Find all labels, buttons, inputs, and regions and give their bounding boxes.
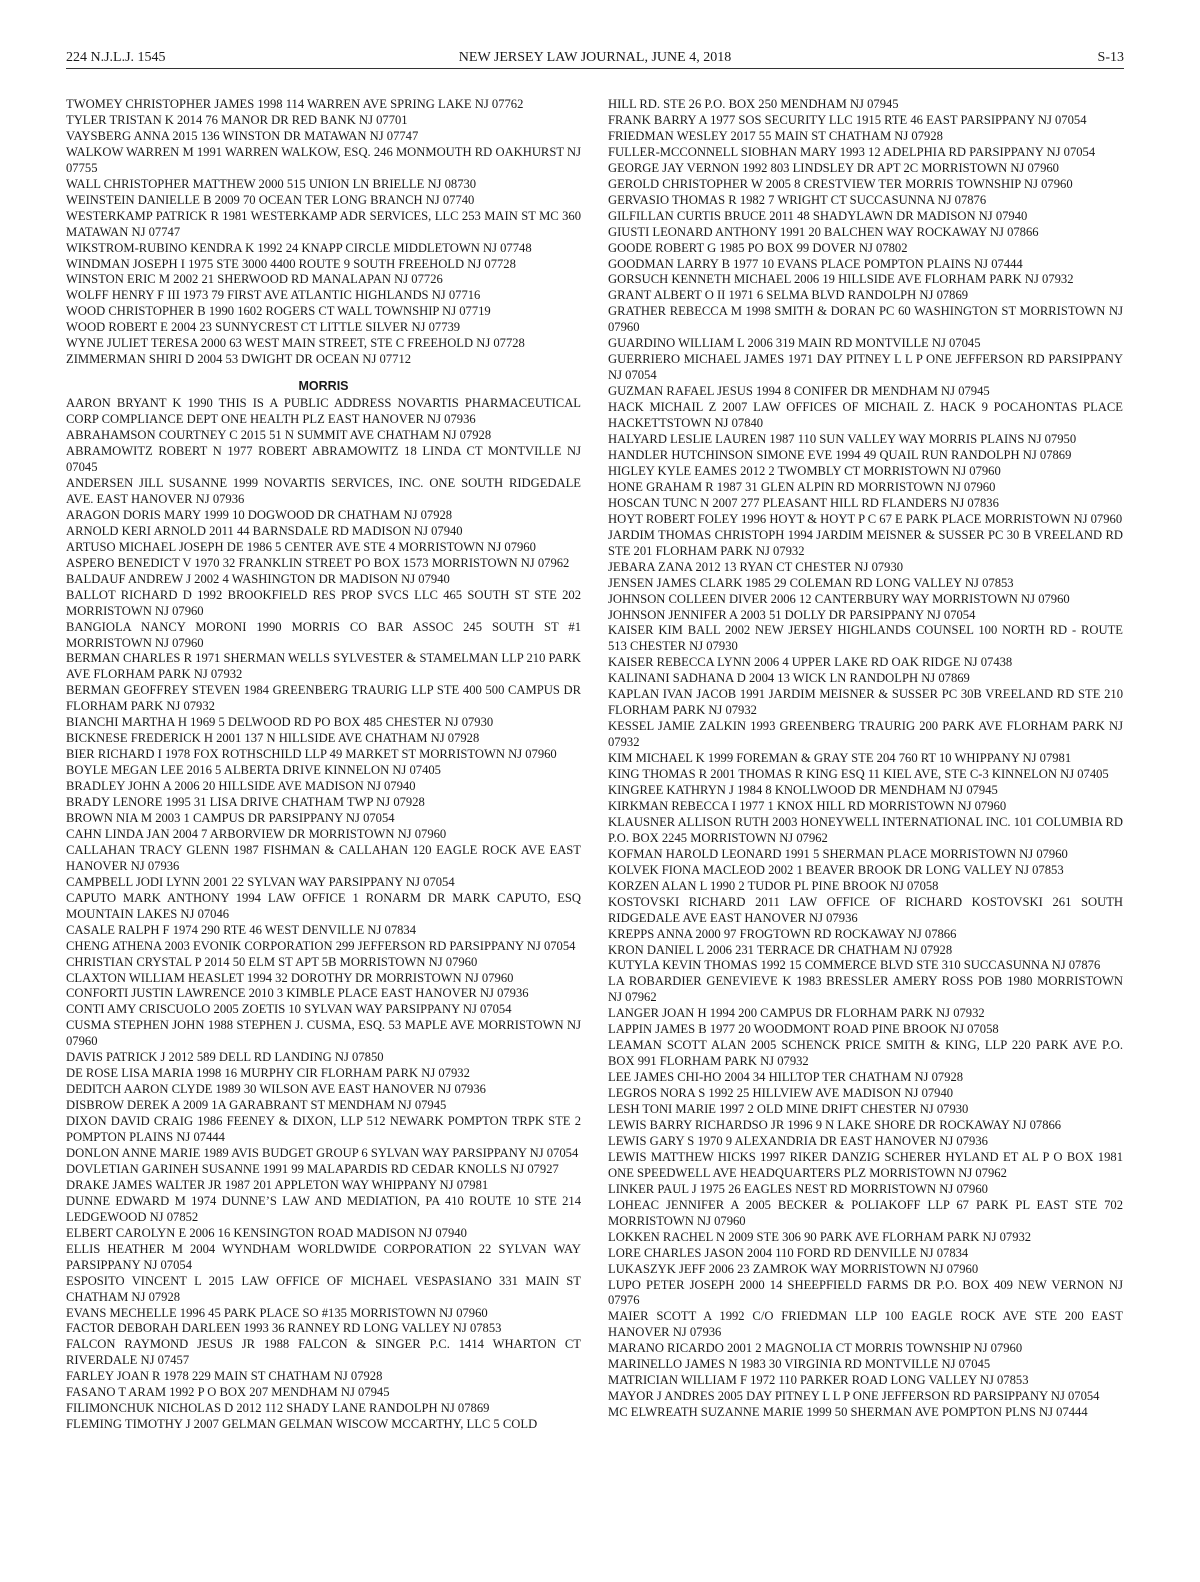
attorney-entry: CHRISTIAN CRYSTAL P 2014 50 ELM ST APT 5B MORRISTOWN NJ 07960 (66, 954, 478, 969)
attorney-entry: HOSCAN TUNC N 2007 277 PLEASANT HILL RD FLANDERS NJ 07836 (608, 495, 999, 510)
attorney-entry: WOOD CHRISTOPHER B 1990 1602 ROGERS CT WALL TOWNSHIP NJ 07719 (66, 304, 491, 319)
attorney-entry: KAPLAN IVAN JACOB 1991 JARDIM MEISNER & SUSSER PC 30B VREELAND RD STE 210 FLORHAM PARK NJ 07932 (608, 687, 1123, 718)
attorney-entry: GORSUCH KENNETH MICHAEL 2006 19 HILLSIDE AVE FLORHAM PARK NJ 07932 (608, 272, 1074, 287)
attorney-entry: KING THOMAS R 2001 THOMAS R KING ESQ 11 KIEL AVE, STE C-3 KINNELON NJ 07405 (608, 767, 1109, 782)
listing-group-monmouth (66, 97, 581, 368)
attorney-entry: LEE JAMES CHI-HO 2004 34 HILLTOP TER CHATHAM NJ 07928 (608, 1070, 964, 1085)
attorney-entry: DONLON ANNE MARIE 1989 AVIS BUDGET GROUP 6 SYLVAN WAY PARSIPPANY NJ 07054 (66, 1146, 579, 1160)
attorney-entry: LEWIS MATTHEW HICKS 1997 RIKER DANZIG SCHERER HYLAND ET AL P O BOX 1981 ONE SPEEDWELL AVE HEADQUARTERS PLZ MORRISTOWN NJ 07962 (608, 1149, 1123, 1180)
attorney-entry: FRIEDMAN WESLEY 2017 55 MAIN ST CHATHAM NJ 07928 (608, 128, 943, 143)
attorney-entry: DIXON DAVID CRAIG 1986 FEENEY & DIXON, LLP 512 NEWARK POMPTON TRPK STE 2 POMPTON PLAINS NJ 07444 (66, 1114, 581, 1145)
attorney-entry: HANDLER HUTCHINSON SIMONE EVE 1994 49 QUAIL RUN RANDOLPH NJ 07869 (608, 447, 1072, 462)
attorney-entry: GRANT ALBERT O II 1971 6 SELMA BLVD RANDOLPH NJ 07869 (608, 288, 969, 303)
attorney-entry: BERMAN CHARLES R 1971 SHERMAN WELLS SYLVESTER & STAMELMAN LLP 210 PARK AVE FLORHAM PARK NJ 07932 (66, 651, 581, 682)
attorney-entry: JENSEN JAMES CLARK 1985 29 COLEMAN RD LONG VALLEY NJ 07853 (608, 575, 1014, 590)
attorney-entry: AARON BRYANT K 1990 THIS IS A PUBLIC ADDRESS NOVARTIS PHARMACEUTICAL CORP COMPLIANCE DEPT ONE HEALTH PLZ EAST HANOVER NJ 07936 (66, 396, 581, 427)
attorney-entry: LUPO PETER JOSEPH 2000 14 SHEEPFIELD FARMS DR P.O. BOX 409 NEW VERNON NJ 07976 (608, 1277, 1123, 1308)
attorney-entry: DAVIS PATRICK J 2012 589 DELL RD LANDING NJ 07850 (66, 1050, 384, 1065)
attorney-entry: GUARDINO WILLIAM L 2006 319 MAIN RD MONTVILLE NJ 07045 (608, 336, 981, 351)
attorney-entry: GOODMAN LARRY B 1977 10 EVANS PLACE POMPTON PLAINS NJ 07444 (608, 256, 1023, 271)
attorney-entry: CAHN LINDA JAN 2004 7 ARBORVIEW DR MORRISTOWN NJ 07960 (66, 826, 447, 841)
attorney-entry: LAPPIN JAMES B 1977 20 WOODMONT ROAD PINE BROOK NJ 07058 (608, 1022, 999, 1037)
attorney-entry: KOLVEK FIONA MACLEOD 2002 1 BEAVER BROOK DR LONG VALLEY NJ 07853 (608, 862, 1064, 877)
attorney-entry: DUNNE EDWARD M 1974 DUNNE’S LAW AND MEDIATION, PA 410 ROUTE 10 STE 214 LEDGEWOOD NJ 07852 (66, 1193, 581, 1224)
attorney-entry: KAISER KIM BALL 2002 NEW JERSEY HIGHLANDS COUNSEL 100 NORTH RD - ROUTE 513 CHESTER NJ 07930 (608, 623, 1123, 654)
attorney-entry: BALDAUF ANDREW J 2002 4 WASHINGTON DR MADISON NJ 07940 (66, 571, 450, 586)
header-page-number: S-13 (1097, 50, 1124, 65)
attorney-entry: LORE CHARLES JASON 2004 110 FORD RD DENVILLE NJ 07834 (608, 1245, 969, 1260)
attorney-entry: HALYARD LESLIE LAUREN 1987 110 SUN VALLEY WAY MORRIS PLAINS NJ 07950 (608, 432, 1077, 447)
attorney-entry: KORZEN ALAN L 1990 2 TUDOR PL PINE BROOK NJ 07058 (608, 878, 939, 893)
attorney-entry: GERVASIO THOMAS R 1982 7 WRIGHT CT SUCCASUNNA NJ 07876 (608, 192, 987, 207)
attorney-entry: KINGREE KATHRYN J 1984 8 KNOLLWOOD DR MENDHAM NJ 07945 (608, 782, 998, 797)
attorney-entry: WIKSTROM-RUBINO KENDRA K 1992 24 KNAPP CIRCLE MIDDLETOWN NJ 07748 (66, 240, 532, 255)
attorney-entry: ESPOSITO VINCENT L 2015 LAW OFFICE OF MICHAEL VESPASIANO 331 MAIN ST CHATHAM NJ 07928 (66, 1273, 581, 1304)
attorney-entry: WINSTON ERIC M 2002 21 SHERWOOD RD MANALAPAN NJ 07726 (66, 272, 443, 287)
attorney-entry: GRATHER REBECCA M 1998 SMITH & DORAN PC 60 WASHINGTON ST MORRISTOWN NJ 07960 (608, 304, 1123, 335)
attorney-entry: DEDITCH AARON CLYDE 1989 30 WILSON AVE EAST HANOVER NJ 07936 (66, 1082, 486, 1097)
attorney-entry: ZIMMERMAN SHIRI D 2004 53 DWIGHT DR OCEAN NJ 07712 (66, 352, 412, 367)
header-citation: 224 N.J.L.J. 1545 (66, 50, 166, 65)
attorney-entry: WALL CHRISTOPHER MATTHEW 2000 515 UNION LN BRIELLE NJ 08730 (66, 176, 477, 191)
attorney-entry: LEWIS GARY S 1970 9 ALEXANDRIA DR EAST HANOVER NJ 07936 (608, 1133, 988, 1148)
attorney-entry: TYLER TRISTAN K 2014 76 MANOR DR RED BANK NJ 07701 (66, 112, 408, 127)
attorney-entry: BICKNESE FREDERICK H 2001 137 N HILLSIDE AVE CHATHAM NJ 07928 (66, 731, 480, 746)
attorney-entry: MARINELLO JAMES N 1983 30 VIRGINIA RD MONTVILLE NJ 07045 (608, 1357, 991, 1372)
attorney-entry: HONE GRAHAM R 1987 31 GLEN ALPIN RD MORRISTOWN NJ 07960 (608, 479, 996, 494)
attorney-entry: ARNOLD KERI ARNOLD 2011 44 BARNSDALE RD MADISON NJ 07940 (66, 523, 463, 538)
attorney-entry: CONFORTI JUSTIN LAWRENCE 2010 3 KIMBLE PLACE EAST HANOVER NJ 07936 (66, 986, 529, 1001)
header-publication: NEW JERSEY LAW JOURNAL, JUNE 4, 2018 (458, 50, 732, 65)
attorney-entry: CASALE RALPH F 1974 290 RTE 46 WEST DENVILLE NJ 07834 (66, 922, 417, 937)
attorney-entry: ASPERO BENEDICT V 1970 32 FRANKLIN STREET PO BOX 1573 MORRISTOWN NJ 07962 (66, 555, 570, 570)
attorney-entry: MATRICIAN WILLIAM F 1972 110 PARKER ROAD LONG VALLEY NJ 07853 (608, 1373, 1029, 1388)
attorney-entry: LOKKEN RACHEL N 2009 STE 306 90 PARK AVE FLORHAM PARK NJ 07932 (608, 1229, 1032, 1244)
attorney-entry: MAYOR J ANDRES 2005 DAY PITNEY L L P ONE JEFFERSON RD PARSIPPANY NJ 07054 (608, 1389, 1100, 1404)
listing-group-morris-continued (608, 97, 1123, 1421)
attorney-entry: LOHEAC JENNIFER A 2005 BECKER & POLIAKOFF LLP 67 PARK PL EAST STE 702 MORRISTOWN NJ 07960 (608, 1197, 1123, 1228)
attorney-entry: FALCON RAYMOND JESUS JR 1988 FALCON & SINGER P.C. 1414 WHARTON CT RIVERDALE NJ 07457 (66, 1337, 581, 1368)
attorney-entry: FILIMONCHUK NICHOLAS D 2012 112 SHADY LANE RANDOLPH NJ 07869 (66, 1401, 490, 1416)
attorney-entry: DE ROSE LISA MARIA 1998 16 MURPHY CIR FLORHAM PARK NJ 07932 (66, 1066, 470, 1081)
attorney-entry: BROWN NIA M 2003 1 CAMPUS DR PARSIPPANY NJ 07054 (66, 810, 395, 825)
attorney-entry: ARTUSO MICHAEL JOSEPH DE 1986 5 CENTER AVE STE 4 MORRISTOWN NJ 07960 (66, 539, 536, 554)
attorney-entry: KIRKMAN REBECCA I 1977 1 KNOX HILL RD MORRISTOWN NJ 07960 (608, 798, 1007, 813)
attorney-entry: FRANK BARRY A 1977 SOS SECURITY LLC 1915 RTE 46 EAST PARSIPPANY NJ 07054 (608, 112, 1087, 127)
listing-group-morris (66, 396, 581, 1433)
attorney-entry: FARLEY JOAN R 1978 229 MAIN ST CHATHAM NJ 07928 (66, 1369, 383, 1384)
attorney-entry: CUSMA STEPHEN JOHN 1988 STEPHEN J. CUSMA, ESQ. 53 MAPLE AVE MORRISTOWN NJ 07960 (66, 1018, 581, 1049)
attorney-entry: CAMPBELL JODI LYNN 2001 22 SYLVAN WAY PARSIPPANY NJ 07054 (66, 874, 455, 889)
attorney-entry: WINDMAN JOSEPH I 1975 STE 3000 4400 ROUTE 9 SOUTH FREEHOLD NJ 07728 (66, 256, 516, 271)
county-heading: MORRIS (298, 379, 349, 394)
attorney-entry: CLAXTON WILLIAM HEASLET 1994 32 DOROTHY DR MORRISTOWN NJ 07960 (66, 970, 514, 985)
attorney-entry: GUERRIERO MICHAEL JAMES 1971 DAY PITNEY L L P ONE JEFFERSON RD PARSIPPANY NJ 07054 (608, 352, 1123, 383)
attorney-entry: GOODE ROBERT G 1985 PO BOX 99 DOVER NJ 07802 (608, 240, 908, 255)
attorney-entry: LESH TONI MARIE 1997 2 OLD MINE DRIFT CHESTER NJ 07930 (608, 1102, 969, 1117)
attorney-entry: DISBROW DEREK A 2009 1A GARABRANT ST MENDHAM NJ 07945 (66, 1098, 447, 1113)
left-column (66, 97, 581, 1433)
attorney-entry: ABRAMOWITZ ROBERT N 1977 ROBERT ABRAMOWITZ 18 LINDA CT MONTVILLE NJ 07045 (66, 444, 581, 475)
attorney-entry: GUZMAN RAFAEL JESUS 1994 8 CONIFER DR MENDHAM NJ 07945 (608, 384, 990, 399)
attorney-entry: KREPPS ANNA 2000 97 FROGTOWN RD ROCKAWAY NJ 07866 (608, 926, 957, 941)
attorney-entry: HIGLEY KYLE EAMES 2012 2 TWOMBLY CT MORRISTOWN NJ 07960 (608, 463, 1001, 478)
attorney-entry: HACK MICHAIL Z 2007 LAW OFFICES OF MICHAIL Z. HACK 9 POCAHONTAS PLACE HACKETTSTOWN NJ 07840 (608, 400, 1123, 431)
attorney-entry: CALLAHAN TRACY GLENN 1987 FISHMAN & CALLAHAN 120 EAGLE ROCK AVE EAST HANOVER NJ 07936 (66, 842, 581, 873)
attorney-entry: GEORGE JAY VERNON 1992 803 LINDSLEY DR APT 2C MORRISTOWN NJ 07960 (608, 160, 1059, 175)
attorney-entry: LEGROS NORA S 1992 25 HILLVIEW AVE MADISON NJ 07940 (608, 1086, 954, 1101)
attorney-entry: KIM MICHAEL K 1999 FOREMAN & GRAY STE 204 760 RT 10 WHIPPANY NJ 07981 (608, 751, 1072, 766)
attorney-entry: MAIER SCOTT A 1992 C/O FRIEDMAN LLP 100 EAGLE ROCK AVE STE 200 EAST HANOVER NJ 07936 (608, 1309, 1123, 1340)
attorney-entry: FULLER-MCCONNELL SIOBHAN MARY 1993 12 ADELPHIA RD PARSIPPANY NJ 07054 (608, 144, 1096, 159)
attorney-entry: JOHNSON JENNIFER A 2003 51 DOLLY DR PARSIPPANY NJ 07054 (608, 607, 976, 622)
attorney-entry: BERMAN GEOFFREY STEVEN 1984 GREENBERG TRAURIG LLP STE 400 500 CAMPUS DR FLORHAM PARK NJ 07932 (66, 683, 581, 714)
attorney-entry: ANDERSEN JILL SUSANNE 1999 NOVARTIS SERVICES, INC. ONE SOUTH RIDGEDALE AVE. EAST HANOVER NJ 07936 (66, 475, 581, 506)
attorney-entry: ELBERT CAROLYN E 2006 16 KENSINGTON ROAD MADISON NJ 07940 (66, 1225, 467, 1240)
attorney-entry: KOFMAN HAROLD LEONARD 1991 5 SHERMAN PLACE MORRISTOWN NJ 07960 (608, 846, 1068, 861)
attorney-entry: EVANS MECHELLE 1996 45 PARK PLACE SO #135 MORRISTOWN NJ 07960 (66, 1305, 488, 1320)
attorney-entry: BIER RICHARD I 1978 FOX ROTHSCHILD LLP 49 MARKET ST MORRISTOWN NJ 07960 (66, 747, 557, 762)
attorney-entry: ARAGON DORIS MARY 1999 10 DOGWOOD DR CHATHAM NJ 07928 (66, 507, 453, 522)
attorney-entry: WEINSTEIN DANIELLE B 2009 70 OCEAN TER LONG BRANCH NJ 07740 (66, 192, 475, 207)
attorney-entry: ABRAHAMSON COURTNEY C 2015 51 N SUMMIT AVE CHATHAM NJ 07928 (66, 428, 492, 443)
attorney-entry: GILFILLAN CURTIS BRUCE 2011 48 SHADYLAWN DR MADISON NJ 07940 (608, 208, 1028, 223)
attorney-entry: CONTI AMY CRISCUOLO 2005 ZOETIS 10 SYLVAN WAY PARSIPPANY NJ 07054 (66, 1002, 512, 1017)
attorney-entry: FLEMING TIMOTHY J 2007 GELMAN GELMAN WISCOW MCCARTHY, LLC 5 COLD (66, 1417, 538, 1432)
attorney-entry: GEROLD CHRISTOPHER W 2005 8 CRESTVIEW TER MORRIS TOWNSHIP NJ 07960 (608, 176, 1073, 191)
attorney-entry: BRADY LENORE 1995 31 LISA DRIVE CHATHAM TWP NJ 07928 (66, 795, 425, 810)
attorney-entry: WYNE JULIET TERESA 2000 63 WEST MAIN STREET, STE C FREEHOLD NJ 07728 (66, 336, 525, 351)
attorney-entry: FASANO T ARAM 1992 P O BOX 207 MENDHAM NJ 07945 (66, 1385, 390, 1400)
attorney-entry: LUKASZYK JEFF 2006 23 ZAMROK WAY MORRISTOWN NJ 07960 (608, 1261, 979, 1276)
attorney-entry: WOOD ROBERT E 2004 23 SUNNYCREST CT LITTLE SILVER NJ 07739 (66, 320, 461, 335)
attorney-entry: JARDIM THOMAS CHRISTOPH 1994 JARDIM MEISNER & SUSSER PC 30 B VREELAND RD STE 201 FLORHAM PARK NJ 07932 (608, 527, 1123, 558)
attorney-entry: KESSEL JAMIE ZALKIN 1993 GREENBERG TRAURIG 200 PARK AVE FLORHAM PARK NJ 07932 (608, 719, 1123, 750)
attorney-entry: WESTERKAMP PATRICK R 1981 WESTERKAMP ADR SERVICES, LLC 253 MAIN ST MC 360 MATAWAN NJ 07747 (66, 208, 581, 239)
attorney-entry: DOVLETIAN GARINEH SUSANNE 1991 99 MALAPARDIS RD CEDAR KNOLLS NJ 07927 (66, 1161, 559, 1176)
attorney-entry: CHENG ATHENA 2003 EVONIK CORPORATION 299 JEFFERSON RD PARSIPPANY NJ 07054 (66, 938, 576, 953)
attorney-entry: DRAKE JAMES WALTER JR 1987 201 APPLETON WAY WHIPPANY NJ 07981 (66, 1177, 489, 1192)
attorney-entry: LANGER JOAN H 1994 200 CAMPUS DR FLORHAM PARK NJ 07932 (608, 1006, 985, 1021)
attorney-entry: LINKER PAUL J 1975 26 EAGLES NEST RD MORRISTOWN NJ 07960 (608, 1181, 988, 1196)
attorney-entry: BANGIOLA NANCY MORONI 1990 MORRIS CO BAR ASSOC 245 SOUTH ST #1 MORRISTOWN NJ 07960 (66, 619, 581, 650)
attorney-entry: GIUSTI LEONARD ANTHONY 1991 20 BALCHEN WAY ROCKAWAY NJ 07866 (608, 224, 1039, 239)
attorney-entry: MARANO RICARDO 2001 2 MAGNOLIA CT MORRIS TOWNSHIP NJ 07960 (608, 1341, 1023, 1356)
attorney-entry: BALLOT RICHARD D 1992 BROOKFIELD RES PROP SVCS LLC 465 SOUTH ST STE 202 MORRISTOWN NJ 07960 (66, 587, 581, 618)
attorney-entry: ELLIS HEATHER M 2004 WYNDHAM WORLDWIDE CORPORATION 22 SYLVAN WAY PARSIPPANY NJ 07054 (66, 1241, 581, 1272)
attorney-entry: LEAMAN SCOTT ALAN 2005 SCHENCK PRICE SMITH & KING, LLP 220 PARK AVE P.O. BOX 991 FLORHAM PARK NJ 07932 (608, 1038, 1123, 1069)
attorney-entry: KLAUSNER ALLISON RUTH 2003 HONEYWELL INTERNATIONAL INC. 101 COLUMBIA RD P.O. BOX 2245 MORRISTOWN NJ 07962 (608, 814, 1123, 845)
attorney-entry: JOHNSON COLLEEN DIVER 2006 12 CANTERBURY WAY MORRISTOWN NJ 07960 (608, 591, 1070, 606)
attorney-entry: HILL RD. STE 26 P.O. BOX 250 MENDHAM NJ 07945 (608, 97, 899, 111)
attorney-entry: KRON DANIEL L 2006 231 TERRACE DR CHATHAM NJ 07928 (608, 942, 953, 957)
attorney-entry: VAYSBERG ANNA 2015 136 WINSTON DR MATAWAN NJ 07747 (66, 128, 419, 143)
attorney-entry: LEWIS BARRY RICHARDSO JR 1996 9 N LAKE SHORE DR ROCKAWAY NJ 07866 (608, 1118, 1062, 1132)
attorney-entry: BIANCHI MARTHA H 1969 5 DELWOOD RD PO BOX 485 CHESTER NJ 07930 (66, 715, 494, 730)
attorney-entry: JEBARA ZANA 2012 13 RYAN CT CHESTER NJ 07930 (608, 559, 904, 574)
attorney-entry: WOLFF HENRY F III 1973 79 FIRST AVE ATLANTIC HIGHLANDS NJ 07716 (66, 288, 481, 303)
right-column (608, 97, 1123, 1421)
attorney-entry: KALINANI SADHANA D 2004 13 WICK LN RANDOLPH NJ 07869 (608, 671, 970, 686)
attorney-entry: LA ROBARDIER GENEVIEVE K 1983 BRESSLER AMERY ROSS POB 1980 MORRISTOWN NJ 07962 (608, 974, 1123, 1005)
attorney-entry: TWOMEY CHRISTOPHER JAMES 1998 114 WARREN AVE SPRING LAKE NJ 07762 (66, 97, 524, 111)
attorney-entry: FACTOR DEBORAH DARLEEN 1993 36 RANNEY RD LONG VALLEY NJ 07853 (66, 1321, 502, 1336)
attorney-entry: KOSTOVSKI RICHARD 2011 LAW OFFICE OF RICHARD KOSTOVSKI 261 SOUTH RIDGEDALE AVE EAST HANOVER NJ 07936 (608, 894, 1123, 925)
attorney-entry: MC ELWREATH SUZANNE MARIE 1999 50 SHERMAN AVE POMPTON PLNS NJ 07444 (608, 1405, 1088, 1420)
attorney-entry: BOYLE MEGAN LEE 2016 5 ALBERTA DRIVE KINNELON NJ 07405 (66, 763, 441, 778)
attorney-entry: BRADLEY JOHN A 2006 20 HILLSIDE AVE MADISON NJ 07940 (66, 779, 416, 794)
attorney-entry: WALKOW WARREN M 1991 WARREN WALKOW, ESQ. 246 MONMOUTH RD OAKHURST NJ 07755 (66, 144, 581, 175)
attorney-entry: HOYT ROBERT FOLEY 1996 HOYT & HOYT P C 67 E PARK PLACE MORRISTOWN NJ 07960 (608, 511, 1123, 526)
attorney-entry: KUTYLA KEVIN THOMAS 1992 15 COMMERCE BLVD STE 310 SUCCASUNNA NJ 07876 (608, 958, 1101, 973)
page-header (66, 50, 1124, 69)
attorney-entry: CAPUTO MARK ANTHONY 1994 LAW OFFICE 1 RONARM DR MARK CAPUTO, ESQ MOUNTAIN LAKES NJ 07046 (66, 890, 581, 921)
attorney-entry: KAISER REBECCA LYNN 2006 4 UPPER LAKE RD OAK RIDGE NJ 07438 (608, 655, 1013, 670)
